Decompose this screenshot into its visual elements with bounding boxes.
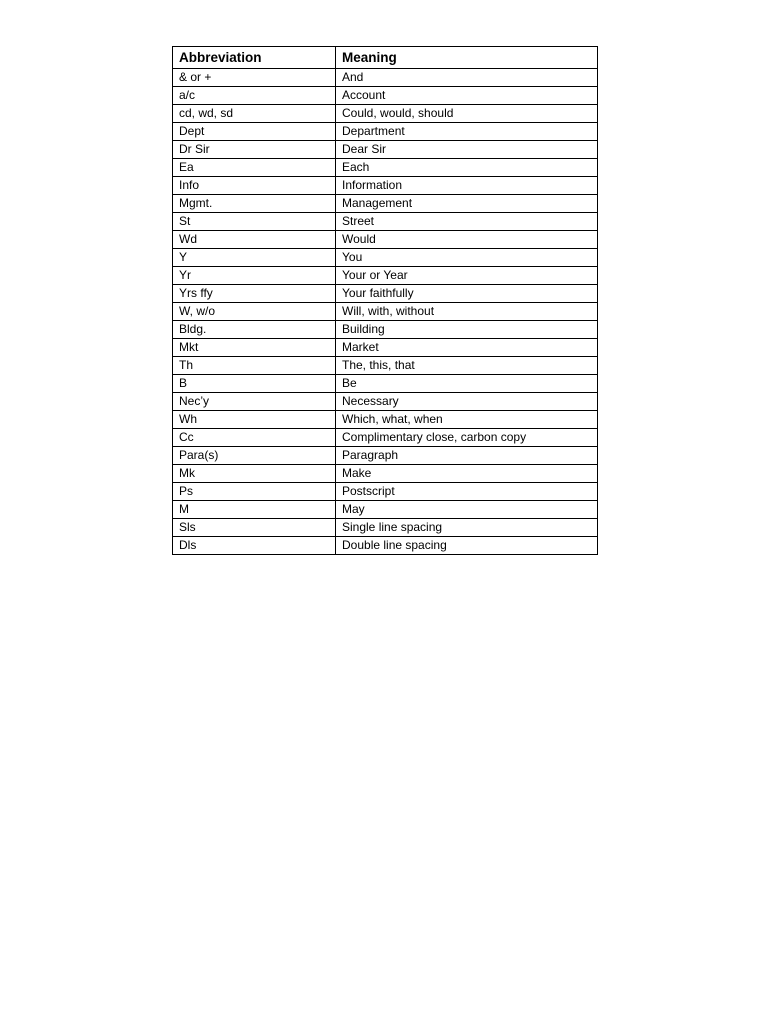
abbreviation-cell: Th — [173, 357, 336, 375]
table-row — [173, 105, 598, 123]
meaning-cell: May — [336, 501, 598, 519]
abbreviation-cell: Dr Sir — [173, 141, 336, 159]
abbreviation-cell: Ea — [173, 159, 336, 177]
table-row — [173, 285, 598, 303]
meaning-cell: Double line spacing — [336, 537, 598, 555]
table-row — [173, 231, 598, 249]
table-header — [173, 47, 598, 69]
meaning-cell: Information — [336, 177, 598, 195]
table-row — [173, 393, 598, 411]
table-body — [173, 69, 598, 555]
header-row — [173, 47, 598, 69]
table-row — [173, 195, 598, 213]
table-row — [173, 303, 598, 321]
abbreviation-table — [172, 46, 598, 555]
abbreviation-cell: B — [173, 375, 336, 393]
meaning-cell: Dear Sir — [336, 141, 598, 159]
abbreviation-cell: Para(s) — [173, 447, 336, 465]
abbreviation-cell: & or + — [173, 69, 336, 87]
meaning-cell: Complimentary close, carbon copy — [336, 429, 598, 447]
meaning-cell: Would — [336, 231, 598, 249]
abbreviation-cell: Wh — [173, 411, 336, 429]
table-row — [173, 537, 598, 555]
abbreviation-cell: Dept — [173, 123, 336, 141]
table-row — [173, 123, 598, 141]
abbreviation-cell: Mkt — [173, 339, 336, 357]
abbreviation-cell: Sls — [173, 519, 336, 537]
meaning-cell: Street — [336, 213, 598, 231]
meaning-cell: You — [336, 249, 598, 267]
table-row — [173, 483, 598, 501]
meaning-cell: Building — [336, 321, 598, 339]
abbreviation-cell: Mgmt. — [173, 195, 336, 213]
meaning-cell: Could, would, should — [336, 105, 598, 123]
table-row — [173, 501, 598, 519]
meaning-cell: Account — [336, 87, 598, 105]
table-row — [173, 375, 598, 393]
meaning-cell: Postscript — [336, 483, 598, 501]
abbreviation-cell: Mk — [173, 465, 336, 483]
table-row — [173, 267, 598, 285]
table-row — [173, 249, 598, 267]
meaning-cell: Your or Year — [336, 267, 598, 285]
header-abbreviation: Abbreviation — [173, 47, 336, 69]
meaning-cell: And — [336, 69, 598, 87]
table-row — [173, 69, 598, 87]
table-row — [173, 339, 598, 357]
abbreviation-cell: Wd — [173, 231, 336, 249]
abbreviation-cell: Dls — [173, 537, 336, 555]
abbreviation-cell: Y — [173, 249, 336, 267]
meaning-cell: Paragraph — [336, 447, 598, 465]
meaning-cell: Which, what, when — [336, 411, 598, 429]
abbreviation-cell: cd, wd, sd — [173, 105, 336, 123]
table-row — [173, 141, 598, 159]
abbreviation-cell: M — [173, 501, 336, 519]
abbreviation-cell: Yr — [173, 267, 336, 285]
meaning-cell: Management — [336, 195, 598, 213]
abbreviation-cell: Cc — [173, 429, 336, 447]
meaning-cell: Make — [336, 465, 598, 483]
meaning-cell: The, this, that — [336, 357, 598, 375]
table-row — [173, 159, 598, 177]
meaning-cell: Be — [336, 375, 598, 393]
table-row — [173, 321, 598, 339]
abbreviation-cell: W, w/o — [173, 303, 336, 321]
header-meaning: Meaning — [336, 47, 598, 69]
table-row — [173, 357, 598, 375]
abbreviation-cell: a/c — [173, 87, 336, 105]
meaning-cell: Will, with, without — [336, 303, 598, 321]
table-row — [173, 213, 598, 231]
table-row — [173, 177, 598, 195]
abbreviation-cell: Ps — [173, 483, 336, 501]
meaning-cell: Your faithfully — [336, 285, 598, 303]
meaning-cell: Department — [336, 123, 598, 141]
meaning-cell: Single line spacing — [336, 519, 598, 537]
table-row — [173, 465, 598, 483]
abbreviation-cell: St — [173, 213, 336, 231]
table-row — [173, 519, 598, 537]
table-row — [173, 411, 598, 429]
meaning-cell: Market — [336, 339, 598, 357]
table-row — [173, 87, 598, 105]
abbreviation-cell: Nec’y — [173, 393, 336, 411]
meaning-cell: Each — [336, 159, 598, 177]
abbreviation-cell: Yrs ffy — [173, 285, 336, 303]
abbreviation-cell: Bldg. — [173, 321, 336, 339]
abbreviation-cell: Info — [173, 177, 336, 195]
table-row — [173, 429, 598, 447]
table-row — [173, 447, 598, 465]
meaning-cell: Necessary — [336, 393, 598, 411]
